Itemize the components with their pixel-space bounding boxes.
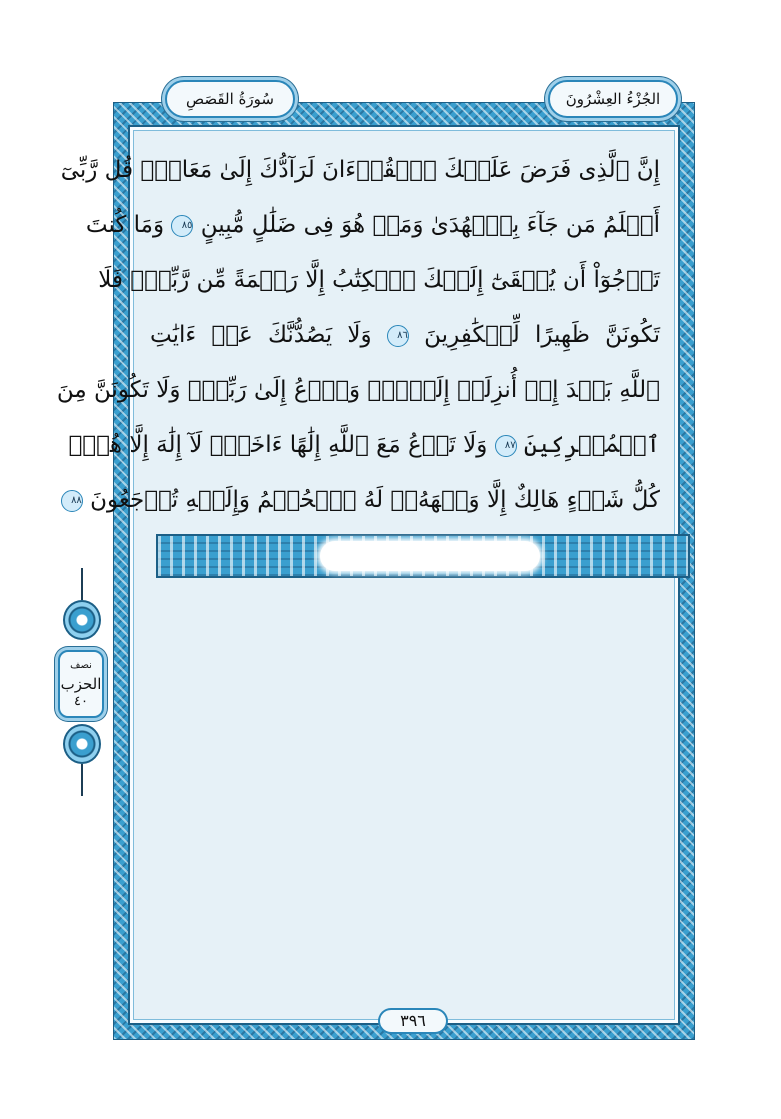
hizb-marker-half: نصف — [70, 660, 92, 671]
juz-header — [548, 80, 678, 118]
verse-line-3: تَرۡجُوٓاْ أَن يُلۡقَىٰٓ إِلَيۡكَ ٱلۡكِتَٰبُ إِلَّا رَحۡمَةً مِّن رَّبِّكَۖ فَلَا — [98, 267, 660, 293]
hizb-marker — [58, 650, 104, 718]
surah-title: سُورَةُ القَصَصِ — [186, 90, 274, 108]
hizb-marker-label: الحزب — [60, 675, 102, 693]
page-number: ٣٩٦ — [378, 1008, 448, 1034]
verse-line-7: كُلُّ شَىۡءٍ هَالِكٌ إِلَّا وَجۡهَهُۥۚ لَهُ ٱلۡحُكۡمُ وَإِلَيۡهِ تُرۡجَعُونَ ٨٨ — [150, 473, 660, 528]
surah-header — [165, 80, 295, 118]
verse-line-6: ٱلۡمُشۡرِكِينَ ٨٧ وَلَا تَدۡعُ مَعَ ٱللَّهِ إِلَٰهًا ءَاخَرَۘ لَآ إِلَٰهَ إِلَّا هُوَۚ — [68, 432, 660, 458]
divider-center-blank — [320, 541, 540, 571]
side-marker-line-bottom — [81, 764, 83, 796]
verse-number-marker: ٨٧ — [495, 435, 517, 457]
verse-line-1: إِنَّ ٱلَّذِى فَرَضَ عَلَيۡكَ ٱلۡقُرۡءَانَ لَرَآدُّكَ إِلَىٰ مَعَادٍۚ قُل رَّبِّىٓ — [60, 157, 660, 183]
verse-number-marker: ٨٥ — [171, 215, 193, 237]
verse-number-marker: ٨٦ — [387, 325, 409, 347]
side-marker-line-top — [81, 568, 83, 600]
verse-line-5: ٱللَّهِ بَعۡدَ إِذۡ أُنزِلَتۡ إِلَيۡكَۖ وَٱدۡعُ إِلَىٰ رَبِّكَۖ وَلَا تَكُونَنَّ مِنَ — [56, 377, 660, 403]
verse-line-2: أَعۡلَمُ مَن جَآءَ بِٱلۡهُدَىٰ وَمَنۡ هُوَ فِى ضَلَٰلٍ مُّبِينٍ ٨٥ وَمَا كُنتَ — [85, 212, 660, 238]
side-medallion-top-icon — [63, 600, 101, 640]
verse-number-marker: ٨٨ — [61, 490, 83, 512]
side-medallion-bottom-icon — [63, 724, 101, 764]
verse-text-block — [56, 143, 661, 528]
hizb-marker-number: ٤٠ — [74, 694, 88, 709]
juz-title: الجُزْءُ العِشْرُونَ — [565, 90, 661, 108]
verse-line-4: تَكُونَنَّ ظَهِيرًا لِّلۡكَٰفِرِينَ ٨٦ وَلَا يَصُدُّنَّكَ عَنۡ ءَايَٰتِ — [150, 322, 661, 348]
